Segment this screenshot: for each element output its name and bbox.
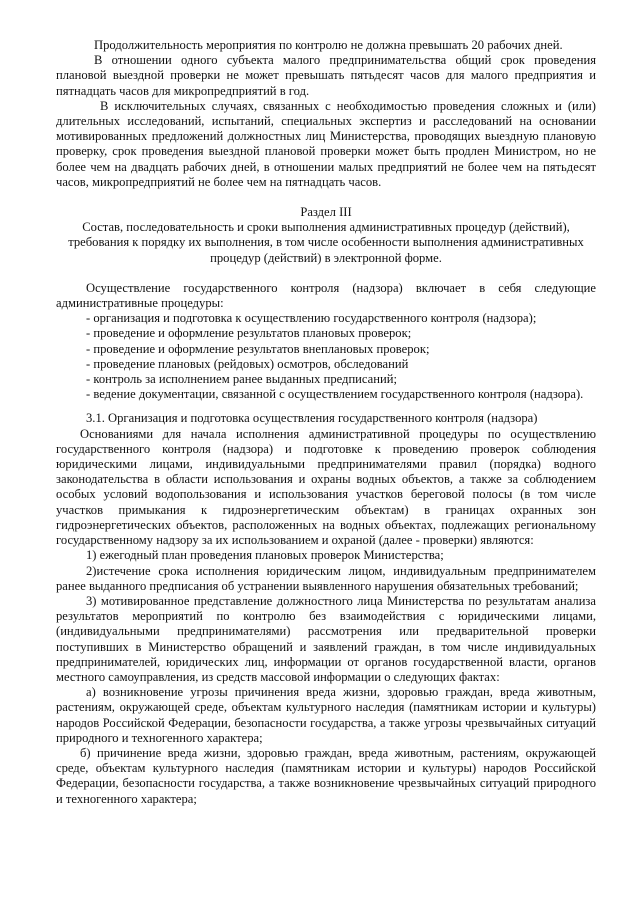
- ground-subitem-b: б) причинение вреда жизни, здоровью граждан, вреда животным, растениям, окружающей среде, объектам культурного наследия (памятникам истории и культуры) народов Российской Федерации, безопасности государства, а также возникновение чрезвычайных ситуаций природного и техногенного характера;: [56, 745, 596, 806]
- ground-item-motivated-submission: 3) мотивированное представление должностного лица Министерства по результатам анализа результатов мероприятий по контролю без взаимодействия с юридическими лицами, (индивидуальными предпринимателями) рассмотрения или предварительной проверки поступивших в Министерство обращений и заявлений граждан, в том числе индивидуальных предпринимателей, юридических лиц, информации от органов государственной власти, органов местного самоуправления, из средств массовой информации о следующих фактах:: [56, 593, 596, 684]
- grounds-paragraph: Основаниями для начала исполнения административной процедуры по осуществлению государственного контроля (надзора) и подготовке к проведению проверок соблюдения юридическими лицами, индивидуальными предпринимателями правил (порядка) водного законодательства в области использования и охраны водных объектов, а также за соблюдением особых условий водопользования и использования участков береговой полосы (в том числе участков примыкания к гидроэнергетическим объектам) в границах охранных зон гидроэнергетических объектов, расположенных на водных объектах, подлежащих региональному государственному надзору за их использованием и охраной (далее - проверки) являются:: [56, 426, 596, 548]
- procedures-lead: Осуществление государственного контроля (надзора) включает в себя следующие административные процедуры:: [56, 280, 596, 311]
- list-item: - проведение и оформление результатов плановых проверок;: [86, 326, 412, 341]
- ground-item-order-expiry: 2)истечение срока исполнения юридическим лицом, индивидуальным предпринимателем ранее выданного предписания об устранении выявленного нарушения обязательных требований;: [56, 563, 596, 593]
- intro-paragraph-duration: Продолжительность мероприятия по контролю не должна превышать 20 рабочих дней.: [94, 38, 563, 52]
- ground-subitem-a: а) возникновение угрозы причинения вреда жизни, здоровью граждан, вреда животным, растениям, окружающей среде, объектам культурного наследия (памятникам истории и культуры) народов Российской Федерации, безопасности государства, а также угрозы чрезвычайных ситуаций природного и техногенного характера;: [56, 685, 596, 745]
- subsection-heading: 3.1. Организация и подготовка осуществления государственного контроля (надзора): [86, 411, 538, 426]
- list-item: - контроль за исполнением ранее выданных предписаний;: [86, 372, 397, 387]
- list-item: - проведение и оформление результатов внеплановых проверок;: [86, 341, 430, 356]
- list-item: - ведение документации, связанной с осуществлением государственного контроля (надзора).: [86, 387, 584, 402]
- intro-paragraph-exceptional: В исключительных случаях, связанных с необходимостью проведения сложных и (или) длительных исследований, испытаний, специальных экспертиз и расследований на основании мотивированных предложений должностных лиц Министерства, проводящих выездную плановую проверку, срок проведения выездной плановой проверки может быть продлен Министром, но не более чем на двадцать рабочих дней, в отношении малых предприятий не более чем на пятьдесят часов, микропредприятий не более чем на пятнадцать часов.: [56, 98, 596, 189]
- list-item: - проведение плановых (рейдовых) осмотров, обследований: [86, 356, 409, 371]
- intro-paragraph-small-business: В отношении одного субъекта малого предпринимательства общий срок проведения плановой выездной проверки не может превышать пятьдесят часов для малого предприятия и пятнадцать часов для микропредприятий в год.: [56, 53, 596, 98]
- list-item: - организация и подготовка к осуществлению государственного контроля (надзора);: [86, 311, 537, 326]
- procedures-list: [56, 311, 596, 402]
- section-subtitle: Состав, последовательность и сроки выполнения административных процедур (действий), требования к порядку их выполнения, в том числе особенности выполнения административных процедур (действий) в электронной форме.: [68, 220, 584, 265]
- ground-item-annual-plan: 1) ежегодный план проведения плановых проверок Министерства;: [86, 548, 444, 563]
- section-title: Раздел III: [300, 205, 352, 220]
